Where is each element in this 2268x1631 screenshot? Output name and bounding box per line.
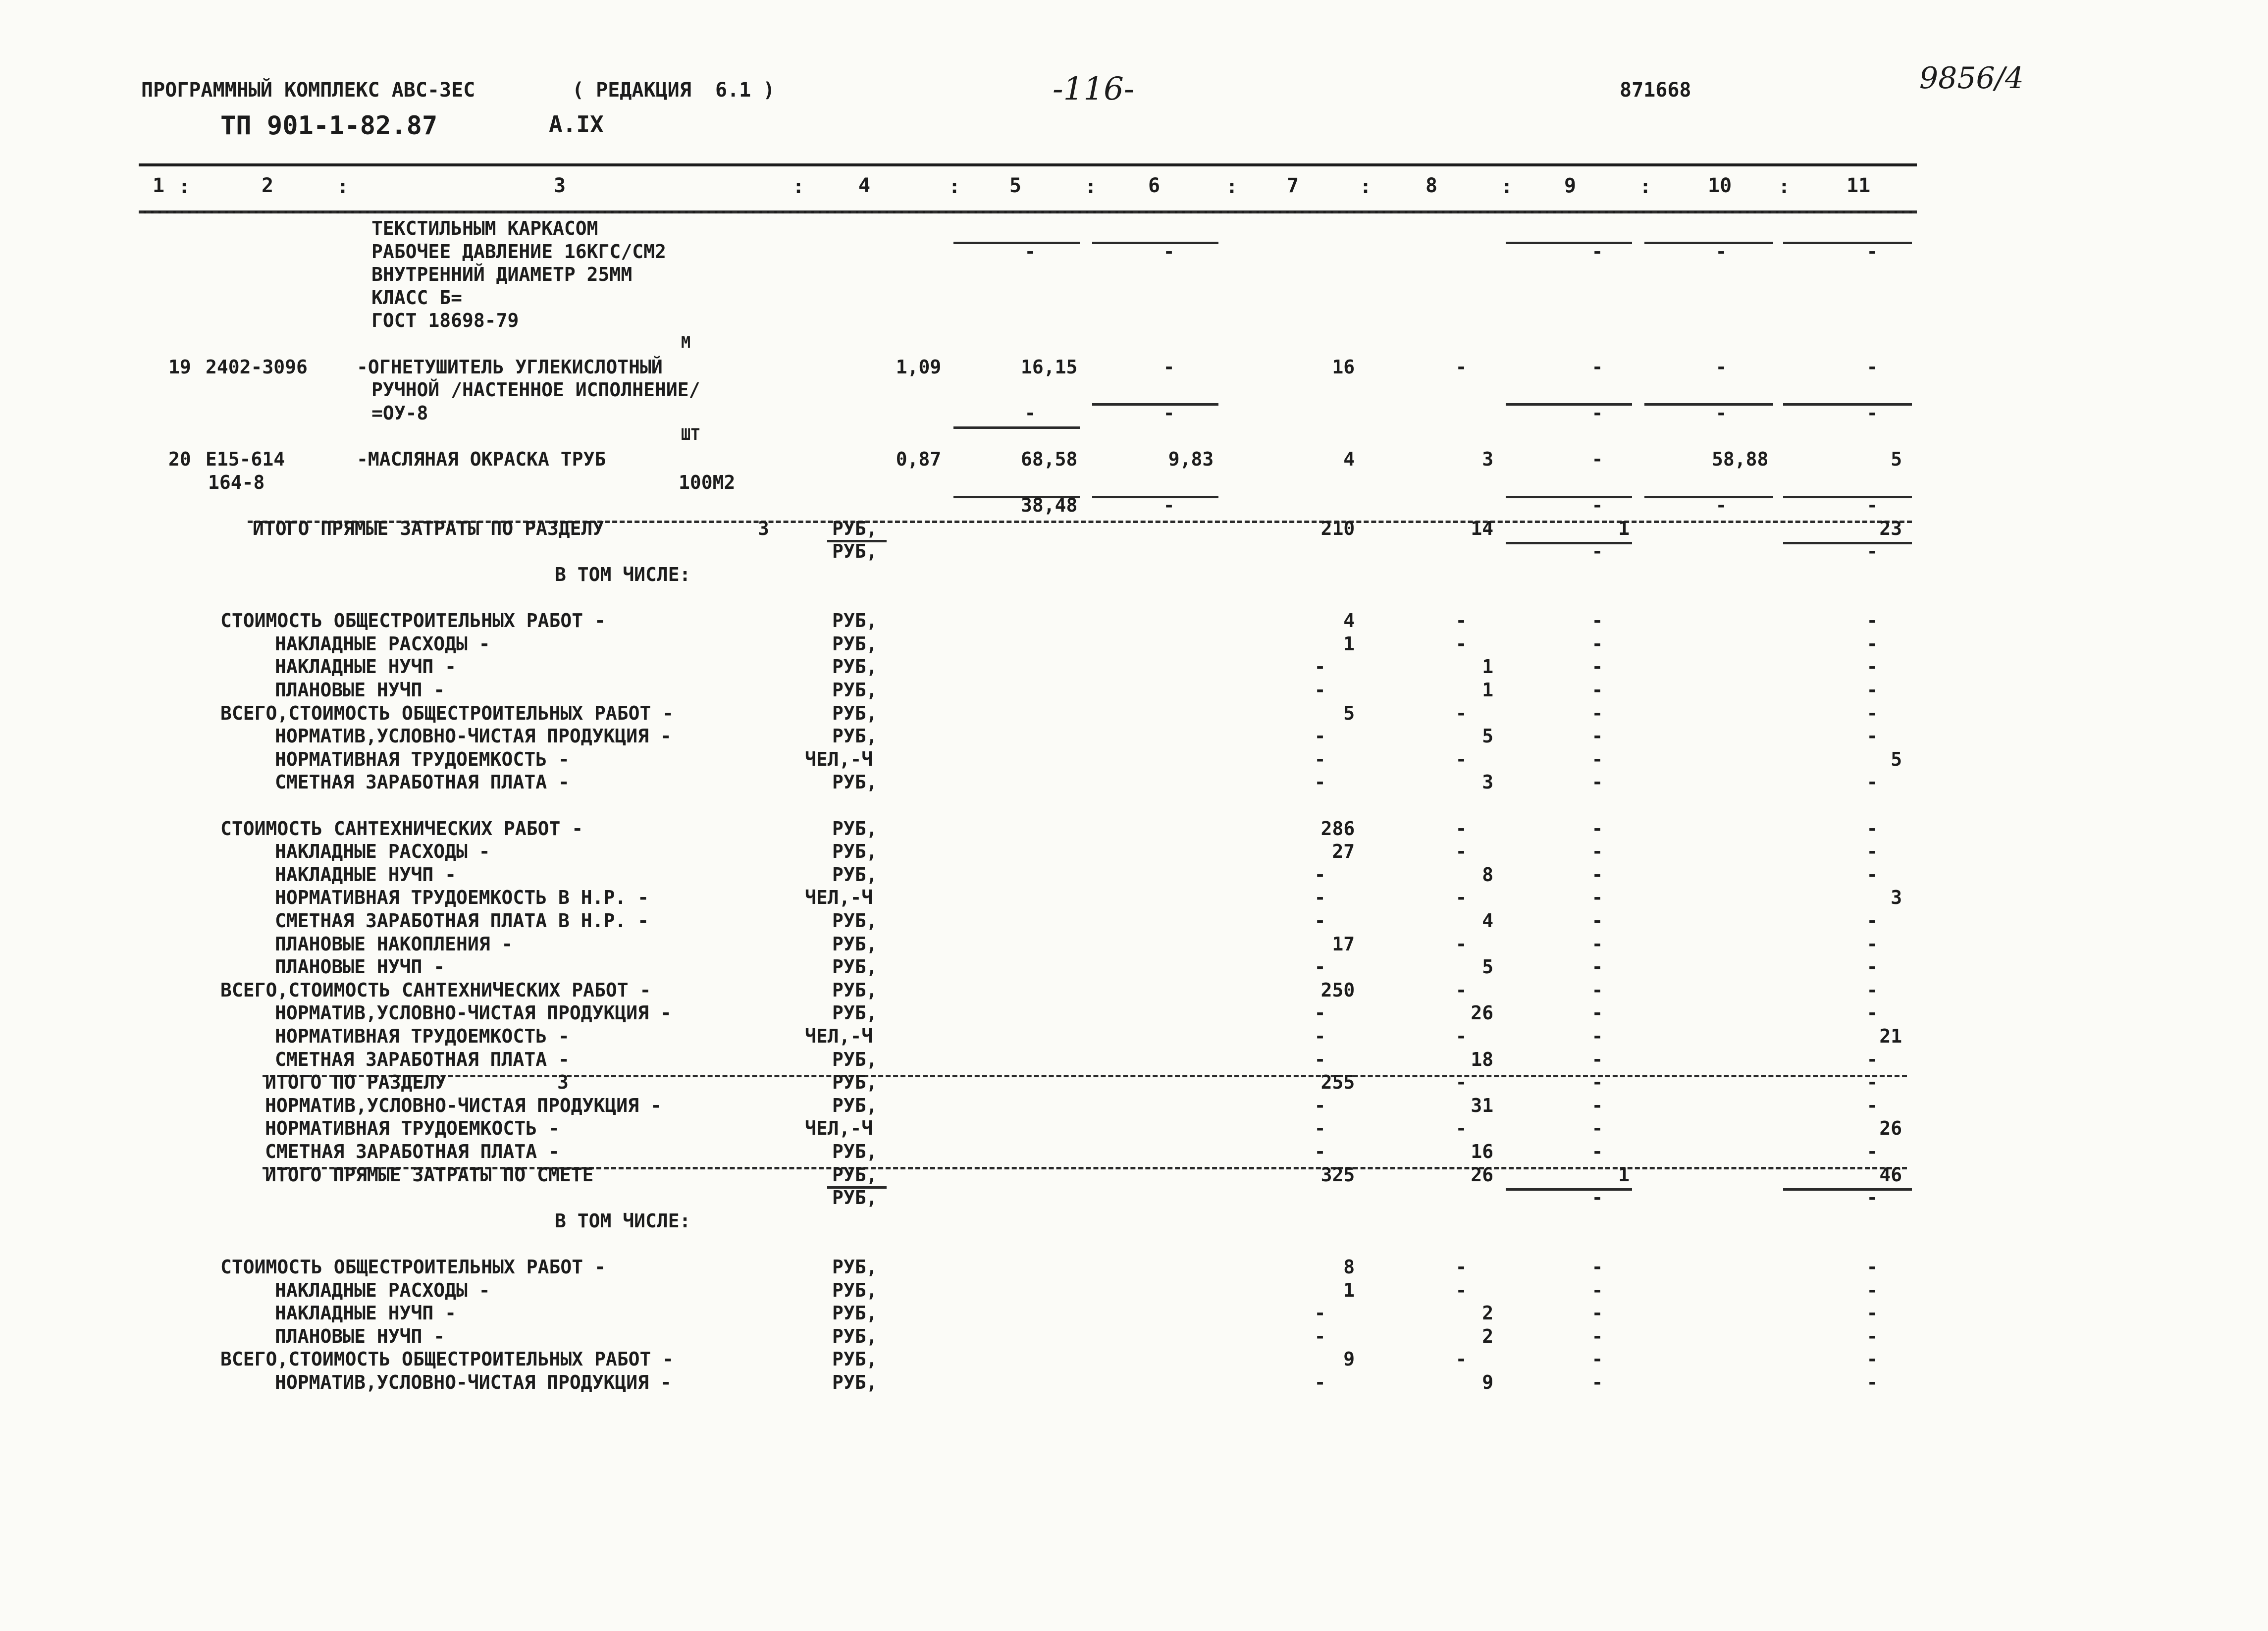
table-cell: - (1455, 979, 1467, 1001)
column-separator: : (337, 175, 349, 198)
table-cell: ПЛАНОВЫЕ НУЧП - (275, 956, 445, 978)
table-cell: - (1455, 1256, 1467, 1278)
table-cell: - (1591, 402, 1603, 424)
table-cell: 9 (1343, 1348, 1355, 1370)
table-cell: - (1591, 1094, 1603, 1116)
table-cell: РУБ, (832, 679, 878, 701)
table-cell: - (1591, 1302, 1603, 1324)
table-cell: РУБ, (832, 1002, 878, 1024)
cell-underline (1783, 242, 1912, 244)
column-number: 7 (1287, 174, 1299, 197)
table-cell: -МАСЛЯНАЯ ОКРАСКА ТРУБ (357, 448, 606, 470)
table-cell: РУБ, (832, 1371, 878, 1393)
table-cell: РУБ, (832, 1094, 878, 1116)
column-number: 5 (1009, 174, 1022, 197)
table-cell: 9,83 (1168, 448, 1214, 470)
table-cell: РУБ, (832, 933, 878, 955)
table-cell: - (1455, 1071, 1467, 1094)
table-cell: - (1591, 494, 1603, 517)
table-cell: ЧЕЛ,-Ч (805, 1025, 873, 1047)
table-cell: - (1866, 910, 1878, 932)
table-cell: - (1866, 1187, 1878, 1209)
table-cell: РУБ, (832, 910, 878, 932)
table-cell: - (1866, 494, 1878, 517)
table-cell: РУБ, (832, 1141, 878, 1162)
table-cell: - (1591, 1141, 1603, 1162)
table-cell: 3 (557, 1071, 569, 1094)
table-cell: - (1591, 748, 1603, 770)
table-cell: =ОУ-8 (371, 402, 428, 424)
table-cell: -ОГНЕТУШИТЕЛЬ УГЛЕКИСЛОТНЫЙ (357, 356, 663, 378)
table-cell: - (1866, 863, 1878, 886)
table-cell: СМЕТНАЯ ЗАРАБОТНАЯ ПЛАТА - (275, 771, 570, 793)
column-separator: : (1085, 175, 1097, 198)
table-cell: СМЕТНАЯ ЗАРАБОТНАЯ ПЛАТА - (275, 1048, 570, 1070)
table-cell: 164-8 (208, 471, 265, 493)
table-cell: - (1866, 356, 1878, 378)
table-cell: 31 (1471, 1094, 1494, 1116)
table-cell: 68,58 (1021, 448, 1078, 470)
table-cell: - (1866, 1141, 1878, 1162)
column-number: 10 (1708, 174, 1732, 197)
table-cell: 2402-3096 (206, 356, 308, 378)
table-cell: - (1866, 679, 1878, 701)
table-cell: НОРМАТИВНАЯ ТРУДОЕМКОСТЬ - (275, 1025, 570, 1047)
table-cell: - (1591, 702, 1603, 724)
table-cell: 20 (168, 448, 191, 470)
table-cell: РАБОЧЕЕ ДАВЛЕНИЕ 16КГС/СМ2 (371, 240, 666, 263)
table-cell: 1 (1343, 632, 1355, 655)
table-cell: - (1163, 356, 1175, 378)
table-cell: - (1866, 725, 1878, 747)
table-cell: - (1866, 956, 1878, 978)
table-cell: 3 (1482, 448, 1494, 470)
table-cell: В ТОМ ЧИСЛЕ: (555, 564, 691, 585)
table-cell: 4 (1482, 910, 1494, 932)
table-cell: - (1314, 725, 1326, 747)
table-cell: 5 (1482, 725, 1494, 747)
column-separator: : (1226, 175, 1238, 198)
table-cell: 23 (1879, 517, 1902, 539)
table-cell: - (1314, 956, 1326, 978)
table-cell: - (1866, 1371, 1878, 1393)
table-cell: 5 (1891, 448, 1902, 470)
cell-underline (1644, 242, 1773, 244)
table-cell: - (1866, 1002, 1878, 1024)
column-number: 8 (1425, 174, 1438, 197)
table-cell: РУБ, (832, 1163, 878, 1186)
table-cell: - (1314, 1025, 1326, 1047)
table-cell: НОРМАТИВ,УСЛОВНО-ЧИСТАЯ ПРОДУКЦИЯ - (275, 1002, 672, 1024)
table-cell: ИТОГО ПРЯМЫЕ ЗАТРАТЫ ПО РАЗДЕЛУ (253, 517, 604, 539)
table-cell: РУБ, (832, 725, 878, 747)
column-number: 3 (554, 174, 566, 197)
table-cell: - (1455, 841, 1467, 863)
table-cell: - (1591, 887, 1603, 909)
cell-underline (1783, 403, 1912, 406)
table-cell: - (1163, 494, 1175, 517)
table-cell: - (1591, 356, 1603, 378)
table-cell: - (1455, 1117, 1467, 1140)
cell-underline (1783, 496, 1912, 498)
table-cell: РУБ, (832, 1071, 878, 1094)
table-cell: - (1455, 702, 1467, 724)
handwritten-reference: 9856/4 (1919, 61, 2024, 96)
table-cell: - (1866, 933, 1878, 955)
table-cell: 5 (1482, 956, 1494, 978)
table-cell: РУБ, (832, 863, 878, 886)
table-cell: - (1591, 1002, 1603, 1024)
table-cell: НОРМАТИВ,УСЛОВНО-ЧИСТАЯ ПРОДУКЦИЯ - (265, 1094, 662, 1116)
table-cell: РУБ, (832, 841, 878, 863)
cell-underline (1644, 403, 1773, 406)
table-cell: В ТОМ ЧИСЛЕ: (555, 1210, 691, 1232)
column-number: 4 (858, 174, 871, 197)
table-cell: 46 (1879, 1163, 1902, 1186)
table-cell: - (1591, 679, 1603, 701)
table-cell: 27 (1332, 841, 1355, 863)
table-cell: СТОИМОСТЬ ОБЩЕСТРОИТЕЛЬНЫХ РАБОТ - (220, 610, 606, 632)
table-cell: РУБ, (832, 1302, 878, 1324)
table-cell: - (1866, 1348, 1878, 1370)
table-cell: 21 (1879, 1025, 1902, 1047)
table-cell: РУБ, (832, 1048, 878, 1070)
table-cell: 38,48 (1021, 494, 1078, 517)
table-cell: РУБ, (832, 610, 878, 632)
table-cell: НОРМАТИВНАЯ ТРУДОЕМКОСТЬ - (275, 748, 570, 770)
table-cell: ВНУТРЕННИЙ ДИАМЕТР 25ММ (371, 263, 633, 286)
table-cell: - (1163, 402, 1175, 424)
column-separator: : (1778, 175, 1791, 198)
table-cell: - (1455, 1025, 1467, 1047)
table-cell: ИТОГО ПРЯМЫЕ ЗАТРАТЫ ПО СМЕТЕ (265, 1163, 594, 1186)
table-cell: РУБ, (832, 979, 878, 1001)
edition-label: ( РЕДАКЦИЯ 6.1 ) (572, 79, 775, 102)
table-cell: НОРМАТИВНАЯ ТРУДОЕМКОСТЬ - (265, 1117, 560, 1140)
table-cell: НАКЛАДНЫЕ НУЧП - (275, 1302, 457, 1324)
column-number: 11 (1846, 174, 1871, 197)
table-cell: - (1866, 610, 1878, 632)
table-cell: 1,09 (896, 356, 942, 378)
table-cell: НАКЛАДНЫЕ НУЧП - (275, 863, 457, 886)
column-number: 1 (153, 174, 165, 197)
table-cell: - (1591, 1279, 1603, 1301)
table-cell: - (1314, 1048, 1326, 1070)
table-cell: - (1455, 817, 1467, 840)
table-cell: РУБ, (832, 517, 878, 539)
table-cell: - (1866, 240, 1878, 263)
column-separator: : (1501, 175, 1513, 198)
table-cell: - (1591, 1187, 1603, 1209)
table-cell: СМЕТНАЯ ЗАРАБОТНАЯ ПЛАТА В Н.Р. - (275, 910, 649, 932)
table-cell: 1 (1343, 1279, 1355, 1301)
table-cell: - (1314, 910, 1326, 932)
table-cell: - (1314, 771, 1326, 793)
table-cell: ИТОГО ПО РАЗДЕЛУ (265, 1071, 447, 1094)
table-cell: - (1024, 240, 1036, 263)
table-cell: - (1866, 632, 1878, 655)
column-separator: : (1360, 175, 1372, 198)
table-cell: 255 (1320, 1071, 1355, 1094)
table-cell: НОРМАТИВ,УСЛОВНО-ЧИСТАЯ ПРОДУКЦИЯ - (275, 1371, 672, 1393)
table-cell: - (1866, 1048, 1878, 1070)
album-label: А.IХ (549, 111, 604, 138)
table-cell: - (1591, 1048, 1603, 1070)
column-separator: : (178, 175, 191, 198)
table-cell: Е15-614 (206, 448, 285, 470)
table-cell: - (1866, 540, 1878, 563)
table-cell: РУБ, (832, 771, 878, 793)
table-cell: 26 (1471, 1002, 1494, 1024)
table-cell: РУБ, (832, 656, 878, 678)
table-cell: 26 (1471, 1163, 1494, 1186)
page-number: -116- (1053, 71, 1135, 107)
table-cell: - (1455, 1279, 1467, 1301)
table-cell: ВСЕГО,СТОИМОСТЬ ОБЩЕСТРОИТЕЛЬНЫХ РАБОТ - (220, 702, 674, 724)
table-cell: - (1455, 933, 1467, 955)
table-cell: - (1314, 1117, 1326, 1140)
table-cell: РУБ, (832, 956, 878, 978)
cell-underline (1506, 542, 1632, 544)
table-cell: - (1866, 656, 1878, 678)
table-cell: ВСЕГО,СТОИМОСТЬ ОБЩЕСТРОИТЕЛЬНЫХ РАБОТ - (220, 1348, 674, 1370)
table-cell: РУЧНОЙ /НАСТЕННОЕ ИСПОЛНЕНИЕ/ (371, 379, 700, 401)
table-cell: ЧЕЛ,-Ч (805, 748, 873, 770)
section-divider (139, 211, 1917, 213)
table-cell: - (1866, 702, 1878, 724)
table-cell: РУБ, (832, 702, 878, 724)
column-separator: : (1639, 175, 1652, 198)
table-cell: - (1591, 979, 1603, 1001)
table-cell: - (1163, 240, 1175, 263)
table-cell: - (1314, 1325, 1326, 1347)
table-cell: - (1591, 863, 1603, 886)
table-cell: - (1866, 402, 1878, 424)
table-cell: М (681, 333, 691, 352)
header-top-rule (139, 163, 1917, 166)
cell-underline (1783, 542, 1912, 544)
table-cell: ПЛАНОВЫЕ НУЧП - (275, 1325, 445, 1347)
table-cell: 17 (1332, 933, 1355, 955)
column-number: 9 (1564, 174, 1577, 197)
table-cell: 8 (1343, 1256, 1355, 1278)
table-cell: - (1455, 610, 1467, 632)
table-cell: - (1715, 240, 1727, 263)
table-cell: - (1591, 725, 1603, 747)
table-cell: 1 (1482, 656, 1494, 678)
table-cell: СТОИМОСТЬ ОБЩЕСТРОИТЕЛЬНЫХ РАБОТ - (220, 1256, 606, 1278)
table-cell: - (1591, 1371, 1603, 1393)
table-cell: - (1591, 656, 1603, 678)
table-cell: 2 (1482, 1325, 1494, 1347)
table-cell: - (1715, 402, 1727, 424)
table-cell: СТОИМОСТЬ САНТЕХНИЧЕСКИХ РАБОТ - (220, 817, 583, 840)
table-cell: - (1455, 632, 1467, 655)
table-cell: 210 (1320, 517, 1355, 539)
table-cell: 100М2 (679, 471, 736, 493)
table-cell: - (1591, 1256, 1603, 1278)
table-cell: ЧЕЛ,-Ч (805, 1117, 873, 1140)
cell-underline (1644, 496, 1773, 498)
column-separator: : (792, 175, 805, 198)
table-cell: 16 (1471, 1141, 1494, 1162)
table-cell: 250 (1320, 979, 1355, 1001)
table-cell: 1 (1618, 1163, 1630, 1186)
cell-underline (1506, 242, 1632, 244)
table-cell: 2 (1482, 1302, 1494, 1324)
cell-underline (1092, 242, 1218, 244)
table-cell: 18 (1471, 1048, 1494, 1070)
table-cell: - (1591, 1325, 1603, 1347)
table-cell: ЧЕЛ,-Ч (805, 887, 873, 909)
table-cell: НОРМАТИВНАЯ ТРУДОЕМКОСТЬ В Н.Р. - (275, 887, 649, 909)
table-cell: РУБ, (832, 817, 878, 840)
table-cell: НАКЛАДНЫЕ НУЧП - (275, 656, 457, 678)
table-cell: 16,15 (1021, 356, 1078, 378)
table-cell: - (1715, 494, 1727, 517)
table-cell: 8 (1482, 863, 1494, 886)
table-cell: - (1455, 1348, 1467, 1370)
table-cell: - (1591, 1348, 1603, 1370)
table-cell: ТЕКСТИЛЬНЫМ КАРКАСОМ (371, 217, 598, 239)
table-cell: НАКЛАДНЫЕ РАСХОДЫ - (275, 1279, 490, 1301)
table-cell: 3 (1891, 887, 1902, 909)
table-cell: 5 (1891, 748, 1902, 770)
table-cell: - (1866, 1094, 1878, 1116)
table-cell: - (1591, 956, 1603, 978)
table-cell: РУБ, (832, 632, 878, 655)
table-cell: - (1455, 356, 1467, 378)
table-cell: - (1314, 748, 1326, 770)
table-cell: 3 (1482, 771, 1494, 793)
table-cell: РУБ, (832, 1187, 878, 1209)
table-cell: - (1866, 1279, 1878, 1301)
table-cell: - (1591, 1025, 1603, 1047)
document-code: 871668 (1620, 79, 1691, 102)
table-cell: - (1591, 817, 1603, 840)
column-number: 6 (1148, 174, 1160, 197)
table-cell: - (1591, 933, 1603, 955)
table-cell: - (1314, 863, 1326, 886)
table-cell: - (1866, 1325, 1878, 1347)
table-cell: ПЛАНОВЫЕ НАКОПЛЕНИЯ - (275, 933, 513, 955)
table-cell: 16 (1332, 356, 1355, 378)
table-cell: - (1591, 448, 1603, 470)
table-cell: РУБ, (832, 1325, 878, 1347)
table-cell: СМЕТНАЯ ЗАРАБОТНАЯ ПЛАТА - (265, 1141, 560, 1162)
cell-underline (1092, 496, 1218, 498)
table-cell: - (1866, 1256, 1878, 1278)
table-cell: - (1715, 356, 1727, 378)
table-cell: НАКЛАДНЫЕ РАСХОДЫ - (275, 632, 490, 655)
table-cell: - (1866, 1071, 1878, 1094)
table-cell: - (1866, 1302, 1878, 1324)
project-number: ТП 901-1-82.87 (220, 111, 438, 141)
table-cell: - (1314, 1371, 1326, 1393)
cell-underline (1506, 1188, 1632, 1191)
cell-underline (1506, 496, 1632, 498)
table-cell: 1 (1482, 679, 1494, 701)
table-cell: - (1591, 841, 1603, 863)
table-cell: РУБ, (832, 1348, 878, 1370)
table-cell: РУБ, (832, 540, 878, 563)
table-cell: - (1866, 841, 1878, 863)
table-cell: - (1591, 540, 1603, 563)
cell-underline (1783, 1188, 1912, 1191)
column-number: 2 (262, 174, 274, 197)
table-cell: - (1455, 748, 1467, 770)
table-cell: 286 (1320, 817, 1355, 840)
cell-underline (1092, 403, 1218, 406)
table-cell: - (1591, 632, 1603, 655)
table-cell: - (1314, 887, 1326, 909)
table-cell: 325 (1320, 1163, 1355, 1186)
table-cell: НОРМАТИВ,УСЛОВНО-ЧИСТАЯ ПРОДУКЦИЯ - (275, 725, 672, 747)
table-cell: ПЛАНОВЫЕ НУЧП - (275, 679, 445, 701)
table-cell: НАКЛАДНЫЕ РАСХОДЫ - (275, 841, 490, 863)
cell-underline (953, 242, 1080, 244)
table-cell: 14 (1471, 517, 1494, 539)
table-cell: - (1314, 1002, 1326, 1024)
table-cell: 9 (1482, 1371, 1494, 1393)
table-cell: РУБ, (832, 1279, 878, 1301)
table-cell: - (1314, 1141, 1326, 1162)
cell-underline (953, 426, 1080, 429)
table-cell: ВСЕГО,СТОИМОСТЬ САНТЕХНИЧЕСКИХ РАБОТ - (220, 979, 651, 1001)
column-separator: : (949, 175, 961, 198)
table-cell: 3 (758, 517, 769, 539)
table-cell: - (1591, 1071, 1603, 1094)
table-cell: КЛАСС Б= (371, 286, 463, 309)
table-cell: 4 (1343, 610, 1355, 632)
table-cell: - (1024, 402, 1036, 424)
table-cell: - (1591, 610, 1603, 632)
table-cell: - (1866, 979, 1878, 1001)
table-cell: 19 (168, 356, 191, 378)
section-divider (263, 1075, 1907, 1077)
table-cell: - (1591, 1117, 1603, 1140)
table-cell: - (1866, 771, 1878, 793)
table-cell: 4 (1343, 448, 1355, 470)
table-cell: ГОСТ 18698-79 (371, 310, 519, 332)
table-cell: 5 (1343, 702, 1355, 724)
table-cell: 0,87 (896, 448, 942, 470)
table-cell: - (1591, 240, 1603, 263)
table-cell: 26 (1879, 1117, 1902, 1140)
table-cell: - (1866, 817, 1878, 840)
table-cell: - (1314, 679, 1326, 701)
table-cell: - (1455, 887, 1467, 909)
table-cell: - (1314, 656, 1326, 678)
table-cell: - (1314, 1302, 1326, 1324)
table-cell: - (1591, 771, 1603, 793)
table-cell: ШТ (681, 425, 700, 444)
program-title: ПРОГРАММНЫЙ КОМПЛЕКС АВС-3ЕС (141, 79, 475, 102)
table-cell: - (1314, 1094, 1326, 1116)
table-cell: РУБ, (832, 1256, 878, 1278)
table-cell: 1 (1618, 517, 1630, 539)
cell-underline (1506, 403, 1632, 406)
table-cell: 58,88 (1712, 448, 1769, 470)
table-cell: - (1591, 910, 1603, 932)
